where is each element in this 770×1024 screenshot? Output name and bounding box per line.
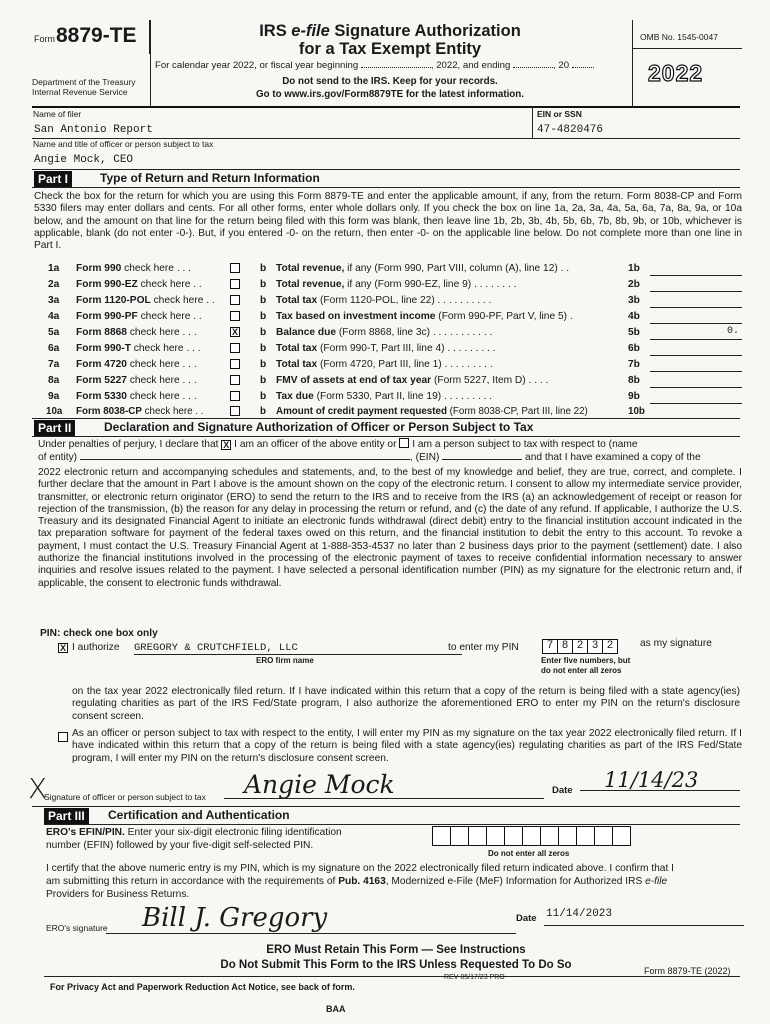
ero-date-line [544,925,744,926]
part1-intro: Check the box for the return for which you are using this Form 8879-TE and enter the applicable amount, if any, from the return. Form 8038-CP and Form 5330 filers may enter dollars and cents. For all other forms, enter whole dollars only. If you check the box on line 1a, 2a, 3a, 4a, 5a, 6a, 7a, 8a, 9a, or 10a below, and the amount on that line for the return being filed with this form was blank, then leave line 1b, 2b, 3b, 4b, 5b, 6b, 7b, 8b, 9b, or 10b, whichever is applicable, blank (do not enter -0-). But, if you entered -0- on the return, then enter -0- on the applicable line below. Do not complete more than one line in Part I. [34,191,742,252]
fiscal-year-field[interactable] [572,67,594,68]
line-desc: (Form 5330, Part II, line 19) [313,391,442,402]
line-3 [34,293,742,308]
pin-header: PIN: check one box only [40,628,158,639]
dept-block [32,77,150,97]
line-form: Form 8038-CP [76,406,142,417]
line-1a-checkbox[interactable] [230,263,240,273]
efin-box[interactable] [522,826,541,846]
line-b: b [260,391,267,402]
pin-digit[interactable]: 7 [542,639,558,654]
ero-date-label: Date [516,913,537,924]
tax-year-text: on the tax year 2022 electronically filed return. If I have indicated within this return that a copy of the return is being filed with a state agency(ies) regulating charities as part of the IRS Fed/State program, I also authorize the aforementioned ERO to enter my PIN on the return's disclosure consent screen. [72,686,740,722]
do-not-send: Do not send to the IRS. Keep for your records. [282,76,498,87]
ero-sig-line [106,933,516,934]
rev-code: REV 05/17/23 PRO [444,974,505,981]
efin-box[interactable] [594,826,613,846]
efin-text-bold: ERO's EFIN/PIN. [46,827,125,838]
line-desc: (Form 5227, Item D) [431,375,526,386]
pin-note [541,656,630,676]
line-num: 1a [48,263,60,274]
baa-mark: BAA [326,1004,346,1014]
line-b: b [260,327,267,338]
entity-name-field[interactable] [80,459,410,460]
line-dots2: . [569,311,573,322]
line-num: 8a [48,375,60,386]
officer-signature[interactable]: Angie Mock [244,770,395,799]
line-check: check here [153,295,204,306]
line-b: b [260,359,267,370]
line-desc-b: Total revenue, [276,279,345,290]
omb-divider [632,48,742,49]
line-num: 9a [48,391,60,402]
line-9b-amount[interactable] [650,390,742,404]
certify-line1: I certify that the above numeric entry is my PIN, which is my signature on the 2022 electronically filed return indicated above. I confirm that I [46,863,674,874]
filer-name-value: San Antonio Report [34,124,153,136]
line-ref: 4b [628,311,640,322]
part1-title: Type of Return and Return Information [100,171,320,185]
ein-value: 47-4820476 [537,124,604,136]
line-b: b [260,375,267,386]
line-4a-checkbox[interactable] [230,311,240,321]
line-dots2: . . . . . . . . . [447,343,496,354]
authorize-checkbox[interactable]: X [59,643,66,653]
line-dots: . . . [176,263,191,274]
line-ref: 1b [628,263,640,274]
line-desc: (Form 990-T, Part III, line 4) [317,343,445,354]
line-form: Form 990-PF [76,311,138,322]
pin-digit[interactable]: 2 [572,639,588,654]
line-num: 7a [48,359,60,370]
line-4b-amount[interactable] [650,310,742,324]
efin-text-line1: Enter your six-digit electronic filing identification [124,827,342,838]
x-mark: X [28,772,48,805]
fiscal-begin-field[interactable] [361,67,431,68]
examined-text: and that I have examined a copy of the [525,452,701,463]
line-check: check here [133,343,184,354]
line-desc-b: Tax based on investment income [276,311,436,322]
line-num: 6a [48,343,60,354]
line-form: Form 1120-POL [76,295,151,306]
line-num: 10a [46,406,63,417]
line-7a-checkbox[interactable] [230,359,240,369]
efin-box[interactable] [612,826,631,846]
line-6 [34,341,742,356]
line-check: check here [129,359,180,370]
dept-line1: Department of the Treasury [32,77,136,87]
officer-text: I am an officer of the above entity or [234,439,397,450]
line-dots: . . [193,279,202,290]
line-num: 5a [48,327,60,338]
line-dots2: . . [560,263,570,274]
line-7b-amount[interactable] [650,358,742,372]
line-num: 2a [48,279,60,290]
line-desc-b: Total tax [276,359,318,370]
line-desc-b: FMV of assets at end of tax year [276,375,432,386]
dept-line2: Internal Revenue Service [32,87,128,97]
authorize-row [58,638,748,672]
line-check: check here [129,391,180,402]
officer-date-label: Date [552,785,573,796]
line-7 [34,357,742,372]
line-2 [34,277,742,292]
line-check: check here [140,279,191,290]
person-checkbox[interactable] [399,438,409,448]
line-desc-b: Total revenue, [276,263,345,274]
line-1 [34,261,742,276]
line-10 [34,404,742,419]
entity-line [38,452,744,463]
line-dots: . . . [182,375,197,386]
certify-line2c: , Modernized e-File (MeF) Information for Authorized IRS [385,876,646,887]
ero-sig-label: ERO's signature [46,923,108,933]
person-text: I am a person subject to tax with respect to (name [412,439,638,450]
line-b: b [260,343,267,354]
efin-text [46,826,342,852]
line-8 [34,373,742,388]
line-desc-b: Balance due [276,327,337,338]
form-prefix: Form [34,34,55,44]
officer-date-value[interactable]: 11/14/23 [604,768,699,792]
officer-label: Name and title of officer or person subject to tax [33,139,214,149]
fiscal-end-field[interactable] [513,67,553,68]
line-check: check here [129,375,180,386]
title-efile: e-file [291,22,330,40]
line-form: Form 990 [76,263,122,274]
omb-number: OMB No. 1545-0047 [640,32,718,42]
goto-text: Go to www.irs.gov/Form8879TE for the latest information. [256,89,524,100]
certify-line3: Providers for Business Returns. [46,889,190,900]
certify-text [46,862,746,901]
line-6a-checkbox[interactable] [230,343,240,353]
line-desc-b: Total tax [276,295,318,306]
line-8a-checkbox[interactable] [230,375,240,385]
filer-name-label: Name of filer [33,109,82,119]
declaration-text: 2022 electronic return and accompanying schedules and statements, and, to the best of my knowledge and belief, they are true, correct, and complete. I further declare that the amount in Part I above is the amount shown on the copy of the electronic return. I consent to allow my intermediate service provider, transmitter, or electronic return originator (ERO) to send the return to the IRS and to receive from the IRS (a) an acknowledgement of receipt or reason for rejection of the transmission, (b) the reason for any delay in processing the return or refund, and (c) the date of any refund. If applicable, I authorize the U.S. Treasury and its designated Financial Agent to initiate an electronic funds withdrawal (direct debit) entry to the financial institution account indicated in the tax preparation software for payment of the federal taxes owed on this return, and the financial institution to debit the entry to this account. To revoke a payment, I must contact the U.S. Treasury Financial Agent at 1-888-353-4537 no later than 2 business days prior to the payment (settlement) date. I also authorize the financial institutions involved in the processing of the electronic payment of taxes to receive confidential information necessary to answer inquiries and resolve issues related to the payment. I have selected a personal identification number (PIN) as my signature for the electronic return and, if applicable, the consent to electronic funds withdrawal. [38,467,742,589]
entity-ein-field[interactable] [442,459,522,460]
line-dots2: . . . . . . . . . [444,391,493,402]
line-dots: . . [193,311,202,322]
line-check: check here [144,406,193,417]
efin-box[interactable] [504,826,523,846]
pin-digit[interactable]: 8 [557,639,573,654]
part2-rule [32,436,740,437]
footer-rule [44,976,740,977]
line-dots: . . . [182,359,197,370]
enter-pin-text: to enter my PIN [448,642,519,653]
line-6b-amount[interactable] [650,342,742,356]
line-dots2: . . . . . . . . . [444,359,493,370]
line-desc-b: Tax due [276,391,314,402]
line-ref: 6b [628,343,640,354]
certify-efile: e-file [645,876,668,887]
part2-top-rule [32,418,740,419]
efin-box[interactable] [468,826,487,846]
ein-paren: , (EIN) [409,452,440,463]
ein-label: EIN or SSN [537,109,582,119]
line-ref: 8b [628,375,640,386]
of-entity: of entity) [38,452,78,463]
line-3b-amount[interactable] [650,294,742,308]
line-10b-amount[interactable] [650,404,742,418]
header-bottom-rule [32,106,740,108]
line-desc: (Form 990-PF, Part V, line 5) [435,311,568,322]
line-desc: if any (Form 990, Part VIII, column (A), line 12) [344,263,558,274]
line-form: Form 990-EZ [76,279,138,290]
line-b: b [260,311,267,322]
line-form: Form 5227 [76,375,127,386]
calendar-text: For calendar year 2022, or fiscal year beginning [155,60,359,71]
form-number-block [32,20,150,54]
line-dots: . . . [186,343,201,354]
line-10a-checkbox[interactable] [230,406,240,416]
officer-rule [32,169,740,170]
efin-box[interactable] [432,826,451,846]
calendar-mid: , 2022, and ending [430,60,511,71]
line-desc: if any (Form 990-EZ, line 9) [344,279,472,290]
part3-label: Part III [44,808,89,824]
line-form: Form 5330 [76,391,127,402]
line-b: b [260,263,267,274]
officer-pin-boxes[interactable] [542,639,617,654]
title-line2: for a Tax Exempt Entity [298,40,482,58]
title-part2: Signature Authorization [329,22,521,40]
line-num: 3a [48,295,60,306]
line-2b-amount[interactable] [650,278,742,292]
efin-text-line2: number (EFIN) followed by your five-digit self-selected PIN. [46,840,314,851]
line-ref: 9b [628,391,640,402]
part2-title: Declaration and Signature Authorization of Officer or Person Subject to Tax [104,420,534,434]
tax-year: 2022 [648,60,704,86]
line-9 [34,389,742,404]
pin-note-line1: Enter five numbers, but [541,656,631,665]
line-form: Form 990-T [76,343,131,354]
calendar-end: , 20 [553,60,570,71]
line-ref: 2b [628,279,640,290]
ero-firm-name-field[interactable]: GREGORY & CRUTCHFIELD, LLC [134,642,462,655]
as-signature-text: as my signature [640,638,712,649]
line-dots: . . [206,295,215,306]
line-dots2: . . . . . . . . [473,279,517,290]
header-divider-right [632,20,633,106]
officer-option-text: As an officer or person subject to tax with respect to the entity, I will enter my PIN as my signature on the tax year 2022 electronically filed return. If I have indicated within this return that a copy of the return is being filed with a state agency(ies) regulating charities as part of the IRS Fed/State program, I will enter my PIN on the return's disclosure consent screen. [72,728,742,764]
certify-pub: Pub. 4163 [338,876,386,887]
line-b: b [260,279,267,290]
part3-title: Certification and Authentication [108,808,290,822]
line-8b-amount[interactable] [650,374,742,388]
line-3a-checkbox[interactable] [230,295,240,305]
line-ref: 10b [628,406,645,417]
pin-digit[interactable]: 2 [602,639,618,654]
efin-box[interactable] [450,826,469,846]
ero-firm-label: ERO firm name [256,656,314,665]
efin-box[interactable] [486,826,505,846]
line-ref: 7b [628,359,640,370]
line-5b-amount[interactable]: 0. [650,326,742,340]
line-desc: (Form 8868, line 3c) [336,327,431,338]
officer-signature-row [44,768,744,806]
line-dots: . . [195,406,204,417]
line-2a-checkbox[interactable] [230,279,240,289]
officer-checkbox[interactable]: X [223,440,230,450]
officer-value: Angie Mock, CEO [34,154,134,166]
line-desc: (Form 4720, Part III, line 1) [317,359,442,370]
line-form: Form 4720 [76,359,127,370]
line-check: check here [124,263,174,274]
line-desc: (Form 8038-CP, Part III, line 22) [446,406,588,417]
line-4 [34,309,742,324]
line-dots2: . . . . . . . . . . [437,295,492,306]
line-ref: 3b [628,295,640,306]
line-dots2: . . . . [528,375,549,386]
line-num: 4a [48,311,60,322]
efin-note: Do not enter all zeros [488,849,570,858]
ero-signature-row [46,905,746,945]
under-penalties: Under penalties of perjury, I declare that [38,439,219,450]
line-5 [34,325,742,340]
pin-note-line2: do not enter all zeros [541,666,622,675]
form-id: Form 8879-TE (2022) [644,966,731,976]
line-check: check here [129,327,180,338]
calendar-line [155,60,594,71]
line-ref: 5b [628,327,640,338]
line-dots2: . . . . . . . . . . . [432,327,493,338]
officer-sig-label: Signature of officer or person subject to tax [44,792,206,802]
part2-label: Part II [34,420,75,436]
efin-pin-boxes[interactable] [432,826,630,851]
line-9a-checkbox[interactable] [230,391,240,401]
ein-divider [532,106,533,138]
efin-box[interactable] [540,826,559,846]
part3-rule [44,824,740,825]
line-form: Form 8868 [76,327,127,338]
efin-box[interactable] [558,826,577,846]
form-number: 8879-TE [56,24,137,47]
line-1b-amount[interactable] [650,262,742,276]
line-desc-b: Amount of credit payment requested [276,406,447,417]
line-5a-checkbox[interactable]: X [231,327,238,337]
line-dots: . . . [182,391,197,402]
part3-top-rule [32,806,740,807]
penalties-line [38,438,744,450]
submit-notice: Do Not Submit This Form to the IRS Unless Requested To Do So [220,959,572,971]
line-check: check here [140,311,191,322]
efin-box[interactable] [576,826,595,846]
part1-label: Part I [34,171,72,187]
privacy-notice: For Privacy Act and Paperwork Reduction Act Notice, see back of form. [50,982,355,992]
title-part1: IRS [259,22,292,40]
line-b: b [260,295,267,306]
line-desc-b: Total tax [276,343,318,354]
line-b: b [260,406,266,417]
pin-digit[interactable]: 3 [587,639,603,654]
line-desc: (Form 1120-POL, line 22) [317,295,435,306]
part1-rule [32,187,740,188]
ero-signature[interactable]: Bill J. Gregory [142,903,328,933]
officer-option-checkbox[interactable] [58,732,68,742]
ero-date-value[interactable]: 11/14/2023 [546,908,613,920]
retain-notice: ERO Must Retain This Form — See Instructions [266,944,526,956]
certify-line2a: am submitting this return in accordance with the requirements of [46,876,339,887]
line-dots: . . . [182,327,197,338]
authorize-text: I authorize [72,642,120,653]
form-title [150,22,630,58]
